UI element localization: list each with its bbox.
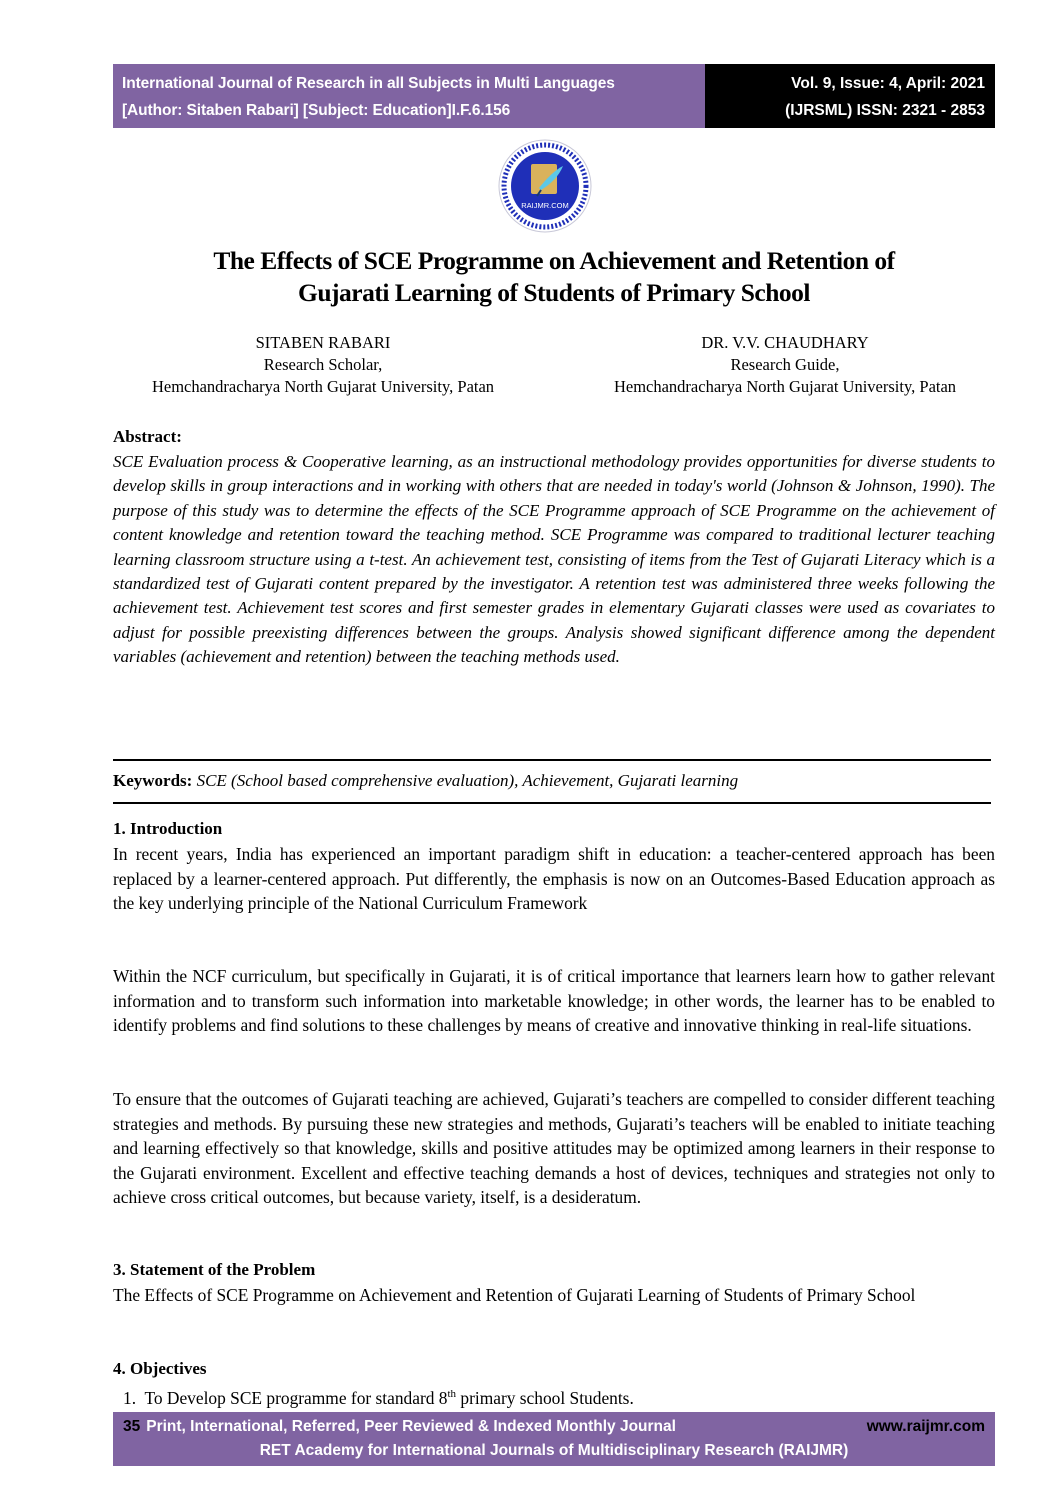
author-role: Research Scholar,: [263, 355, 383, 374]
issn: (IJRSML) ISSN: 2321 - 2853: [785, 102, 985, 119]
title-line-1: The Effects of SCE Programme on Achievement and Retention of: [213, 246, 895, 275]
divider: [113, 759, 991, 761]
keywords: [113, 769, 738, 793]
svg-text:RAIJMR.COM: RAIJMR.COM: [521, 201, 569, 210]
journal-footer: [113, 1412, 995, 1466]
journal-header-left: [113, 64, 705, 128]
paragraph: The Effects of SCE Programme on Achievement and Retention of Gujarati Learning of Students of Primary School: [113, 1285, 916, 1305]
volume-issue: Vol. 9, Issue: 4, April: 2021: [791, 75, 985, 92]
author-affiliation: Hemchandracharya North Gujarat University, Patan: [613, 377, 957, 396]
author-role: Research Guide,: [730, 355, 840, 374]
author-block: [113, 332, 995, 398]
author-name: DR. V.V. CHAUDHARY: [701, 333, 869, 352]
section-heading-objectives: 4. Objectives: [113, 1359, 207, 1378]
objective-item: [123, 1383, 634, 1409]
keywords-list: SCE (School based comprehensive evaluation), Achievement, Gujarati learning: [192, 771, 739, 790]
journal-name: International Journal of Research in all Subjects in Multi Languages: [122, 75, 615, 92]
author-name: SITABEN RABARI: [255, 333, 391, 352]
author-1: [113, 332, 533, 398]
website-link[interactable]: www.raijmr.com: [866, 1418, 985, 1435]
objective-text: To Develop SCE programme for standard 8: [144, 1387, 448, 1408]
journal-header: [113, 64, 995, 128]
objective-number: 1.: [123, 1387, 137, 1408]
paper-title: [113, 245, 995, 309]
logo-emblem-icon: [493, 138, 597, 234]
author-2: [575, 332, 995, 398]
section-heading-introduction: 1. Introduction: [113, 819, 223, 838]
journal-header-right: [705, 64, 995, 128]
paragraph: Within the NCF curriculum, but specifically in Gujarati, it is of critical importance that learners learn how to gather relevant information and to transform such information into marketable knowledge; in other words, the learner has to be enabled to identify problems and find solutions to these challenges by means of creative and innovative thinking in real-life situations.: [113, 966, 995, 1035]
page-number: 35: [123, 1418, 141, 1435]
title-line-2: Gujarati Learning of Students of Primary School: [298, 278, 810, 307]
author-affiliation: Hemchandracharya North Gujarat University, Patan: [151, 377, 495, 396]
paragraph: In recent years, India has experienced an important paradigm shift in education: a teacher-centered approach has been replaced by a learner-centered approach. Put differently, the emphasis is now on an Outcomes-Based Education approach as the key underlying principle of the National Curriculum Framework: [113, 844, 995, 913]
publisher: RET Academy for International Journals of Multidisciplinary Research (RAIJMR): [259, 1442, 849, 1459]
objective-text-end: primary school Students.: [456, 1387, 634, 1408]
divider: [113, 802, 991, 804]
footer-row-1: [123, 1415, 985, 1439]
ordinal-suffix: th: [447, 1388, 457, 1400]
section-heading-problem: 3. Statement of the Problem: [113, 1260, 316, 1279]
keywords-label: Keywords:: [113, 771, 193, 790]
abstract-body: SCE Evaluation process & Cooperative learning, as an instructional methodology provides opportunities for diverse students to develop skills in group interactions and in working with others that are needed in today's world (Johnson & Johnson, 1990). The purpose of this study was to determine the effects of the SCE Programme approach of SCE Programme on the achievement of content knowledge and retention toward the teaching method. SCE Programme was compared to traditional lecturer teaching learning classroom structure using a t-test. An achievement test, consisting of items from the Test of Gujarati Literacy which is a standardized test of Gujarati content prepared by the investigator. A retention test was administered three weeks following the achievement test. Achievement test scores and first semester grades in elementary Gujarati classes were used as covariates to adjust for possible preexisting differences between the groups. Analysis showed significant difference among the dependent variables (achievement and retention) between the teaching methods used.: [113, 452, 995, 667]
abstract-heading: Abstract:: [113, 427, 182, 446]
author-subject-line: [Author: Sitaben Rabari] [Subject: Education]I.F.6.156: [122, 102, 511, 119]
journal-description: Print, International, Referred, Peer Reviewed & Indexed Monthly Journal: [146, 1418, 676, 1435]
paragraph: To ensure that the outcomes of Gujarati teaching are achieved, Gujarati’s teachers are compelled to consider different teaching strategies and methods. By pursuing these new strategies and methods, Gujarati’s teachers will be enabled to initiate teaching and learning effectively so that knowledge, skills and positive attitudes may be optimized among learners in their response to the Gujarati environment. Excellent and effective teaching demands a host of devices, techniques and strategies not only to achieve cross critical outcomes, but because variety, itself, is a desideratum.: [113, 1089, 995, 1207]
raijmr-logo: [493, 138, 597, 234]
